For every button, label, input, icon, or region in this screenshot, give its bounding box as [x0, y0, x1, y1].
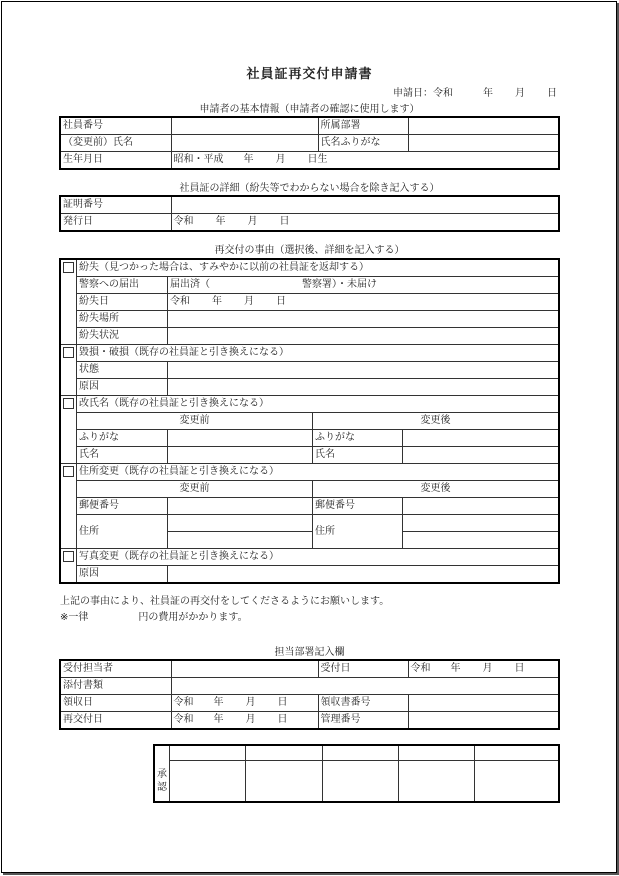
lost-day: 日 [276, 296, 286, 307]
receipt-no-field[interactable] [408, 695, 559, 712]
card-detail-heading: 社員証の詳細（紛失等でわからない場合を除き記入する） [179, 183, 440, 194]
reissue-date-label: 再交付日 [60, 712, 171, 730]
address-after-address-field-2[interactable] [403, 532, 560, 549]
department-label: 所属部署 [318, 117, 408, 135]
receipt-day: 日 [514, 663, 525, 674]
rename-before-header: 変更前 [77, 413, 313, 430]
photo-checkbox[interactable] [63, 551, 74, 562]
birth-year: 年 [243, 154, 254, 165]
approval-label [154, 761, 170, 803]
rename-checkbox[interactable] [63, 398, 74, 409]
basic-info-heading: 申請者の基本情報（申請者の確認に使用します） [199, 104, 420, 115]
receipt-date-label: 受付日 [318, 660, 408, 678]
application-date [393, 84, 557, 99]
approval-stamp-header-2[interactable] [246, 745, 322, 761]
issue-month: 月 [247, 216, 258, 227]
receipt-year: 年 [450, 663, 461, 674]
damage-checkbox-cell[interactable] [60, 345, 77, 362]
address-after-header: 変更後 [313, 481, 560, 498]
photo-checkbox-cell[interactable] [60, 549, 77, 566]
fee-note [60, 608, 248, 623]
birth-era: 昭和・平成 [173, 154, 224, 165]
approval-table [153, 744, 560, 803]
lost-place-field[interactable] [168, 311, 560, 328]
birthdate-label: 生年月日 [60, 152, 171, 170]
address-before-address-label: 住所 [77, 515, 168, 549]
reissue-day: 日 [277, 714, 288, 725]
issue-day: 日 [279, 216, 290, 227]
address-after-postal-field[interactable] [403, 498, 560, 515]
lost-place-label: 紛失場所 [77, 311, 168, 328]
received-day: 日 [277, 697, 288, 708]
approval-label-1: 承 [157, 768, 167, 780]
department-field[interactable] [408, 117, 559, 135]
reissue-year: 年 [213, 714, 224, 725]
address-after-address-field-1[interactable] [403, 515, 560, 532]
page-title: 社員証再交付申請書 [246, 67, 373, 82]
approval-stamp-header-5[interactable] [475, 745, 559, 761]
issue-year: 年 [215, 216, 226, 227]
address-after-postal-label: 郵便番号 [313, 498, 403, 515]
request-note: 上記の事由により、社員証の再交付をしてくださるようにお願いします。 [60, 596, 390, 607]
furigana-field[interactable] [408, 135, 559, 152]
approval-stamp-4[interactable] [399, 761, 475, 803]
rename-after-name-field[interactable] [403, 447, 560, 464]
cert-no-field[interactable] [171, 196, 559, 214]
issue-date-field[interactable] [171, 214, 559, 232]
address-before-postal-field[interactable] [168, 498, 313, 515]
reason-table [59, 258, 560, 584]
address-checkbox[interactable] [63, 466, 74, 477]
lost-year: 年 [212, 296, 222, 307]
loss-label: 紛失（見つかった場合は、すみやかに以前の社員証を返却する） [77, 259, 560, 277]
address-label: 住所変更（既存の社員証と引き換えになる） [77, 464, 560, 481]
rename-checkbox-cell[interactable] [60, 396, 77, 413]
approval-stamp-1[interactable] [170, 761, 246, 803]
rename-before-name-label: 氏名 [77, 447, 168, 464]
birth-month: 月 [275, 154, 286, 165]
address-before-header: 変更前 [77, 481, 313, 498]
lost-situation-field[interactable] [168, 328, 560, 345]
approval-stamp-2[interactable] [246, 761, 322, 803]
police-label: 警察への届出 [77, 277, 168, 294]
lost-month: 月 [244, 296, 254, 307]
attachments-label: 添付書類 [60, 678, 171, 695]
received-month: 月 [245, 697, 256, 708]
damage-state-label: 状態 [77, 362, 168, 379]
birth-day: 日生 [307, 154, 328, 165]
received-date-label: 領収日 [60, 695, 171, 712]
control-no-field[interactable] [408, 712, 559, 730]
rename-after-header: 変更後 [313, 413, 560, 430]
application-date-month: 月 [515, 88, 525, 99]
approval-stamp-header-3[interactable] [322, 745, 398, 761]
reason-heading: 再交付の事由（選択後、詳細を記入する） [214, 245, 405, 256]
received-era: 令和 [173, 697, 194, 708]
reissue-month: 月 [245, 714, 256, 725]
employee-no-field[interactable] [171, 117, 318, 135]
lost-era: 令和 [170, 296, 190, 307]
rename-after-name-label: 氏名 [313, 447, 403, 464]
cert-no-label: 証明番号 [60, 196, 171, 214]
approval-label-2: 認 [157, 781, 167, 793]
receipt-month: 月 [482, 663, 493, 674]
address-after-address-label: 住所 [313, 515, 403, 549]
address-before-address-field-2[interactable] [168, 532, 313, 549]
photo-label: 写真変更（既存の社員証と引き換えになる） [77, 549, 560, 566]
basic-info-table [59, 116, 560, 170]
loss-checkbox-cell[interactable] [60, 259, 77, 277]
loss-checkbox[interactable] [63, 262, 74, 273]
received-year: 年 [213, 697, 224, 708]
approval-stamp-header-4[interactable] [399, 745, 475, 761]
reissue-date-field[interactable] [171, 712, 318, 730]
approval-stamp-header-1[interactable] [170, 745, 246, 761]
police-reported: 届出済（ [170, 279, 210, 290]
office-heading: 担当部署記入欄 [274, 647, 345, 658]
control-no-label: 管理番号 [318, 712, 408, 730]
name-label: （変更前）氏名 [60, 135, 171, 152]
receipt-era: 令和 [410, 663, 431, 674]
rename-after-furigana-label: ふりがな [313, 430, 403, 447]
address-before-postal-label: 郵便番号 [77, 498, 168, 515]
issue-era: 令和 [173, 216, 194, 227]
police-station: 警察署）・未届け [302, 279, 377, 290]
issue-date-label: 発行日 [60, 214, 171, 232]
lost-date-label: 紛失日 [77, 294, 168, 311]
fee-note-prefix: ※一律 [60, 612, 89, 623]
fee-note-suffix: 円の費用がかかります。 [138, 612, 248, 623]
address-before-address-field-1[interactable] [168, 515, 313, 532]
furigana-label: 氏名ふりがな [318, 135, 408, 152]
received-date-field[interactable] [171, 695, 318, 712]
reissue-era: 令和 [173, 714, 194, 725]
police-field[interactable] [168, 277, 560, 294]
rename-before-furigana-label: ふりがな [77, 430, 168, 447]
card-detail-table [59, 195, 560, 232]
application-date-year: 年 [483, 88, 493, 99]
lost-situation-label: 紛失状況 [77, 328, 168, 345]
rename-before-furigana-field[interactable] [168, 430, 313, 447]
receipt-date-field[interactable] [408, 660, 559, 678]
rename-label: 改氏名（既存の社員証と引き換えになる） [77, 396, 560, 413]
name-field[interactable] [171, 135, 318, 152]
receiver-label: 受付担当者 [60, 660, 171, 678]
damage-checkbox[interactable] [63, 347, 74, 358]
damage-state-field[interactable] [168, 362, 560, 379]
birthdate-field[interactable] [171, 152, 559, 170]
receipt-no-label: 領収書番号 [318, 695, 408, 712]
photo-cause-label: 原因 [77, 566, 168, 584]
address-checkbox-cell[interactable] [60, 464, 77, 481]
lost-date-field[interactable] [168, 294, 560, 311]
application-date-label: 申請日：令和 [393, 88, 453, 99]
attachments-field[interactable] [171, 678, 559, 695]
employee-no-label: 社員番号 [60, 117, 171, 135]
damage-label: 毀損・破損（既存の社員証と引き換えになる） [77, 345, 560, 362]
photo-cause-field[interactable] [168, 566, 560, 584]
damage-cause-field[interactable] [168, 379, 560, 396]
approval-stamp-3[interactable] [322, 761, 398, 803]
damage-cause-label: 原因 [77, 379, 168, 396]
rename-before-name-field[interactable] [168, 447, 313, 464]
application-date-day: 日 [547, 88, 557, 99]
office-table [59, 659, 560, 730]
rename-after-furigana-field[interactable] [403, 430, 560, 447]
approval-stamp-5[interactable] [475, 761, 559, 803]
receiver-field[interactable] [171, 660, 318, 678]
